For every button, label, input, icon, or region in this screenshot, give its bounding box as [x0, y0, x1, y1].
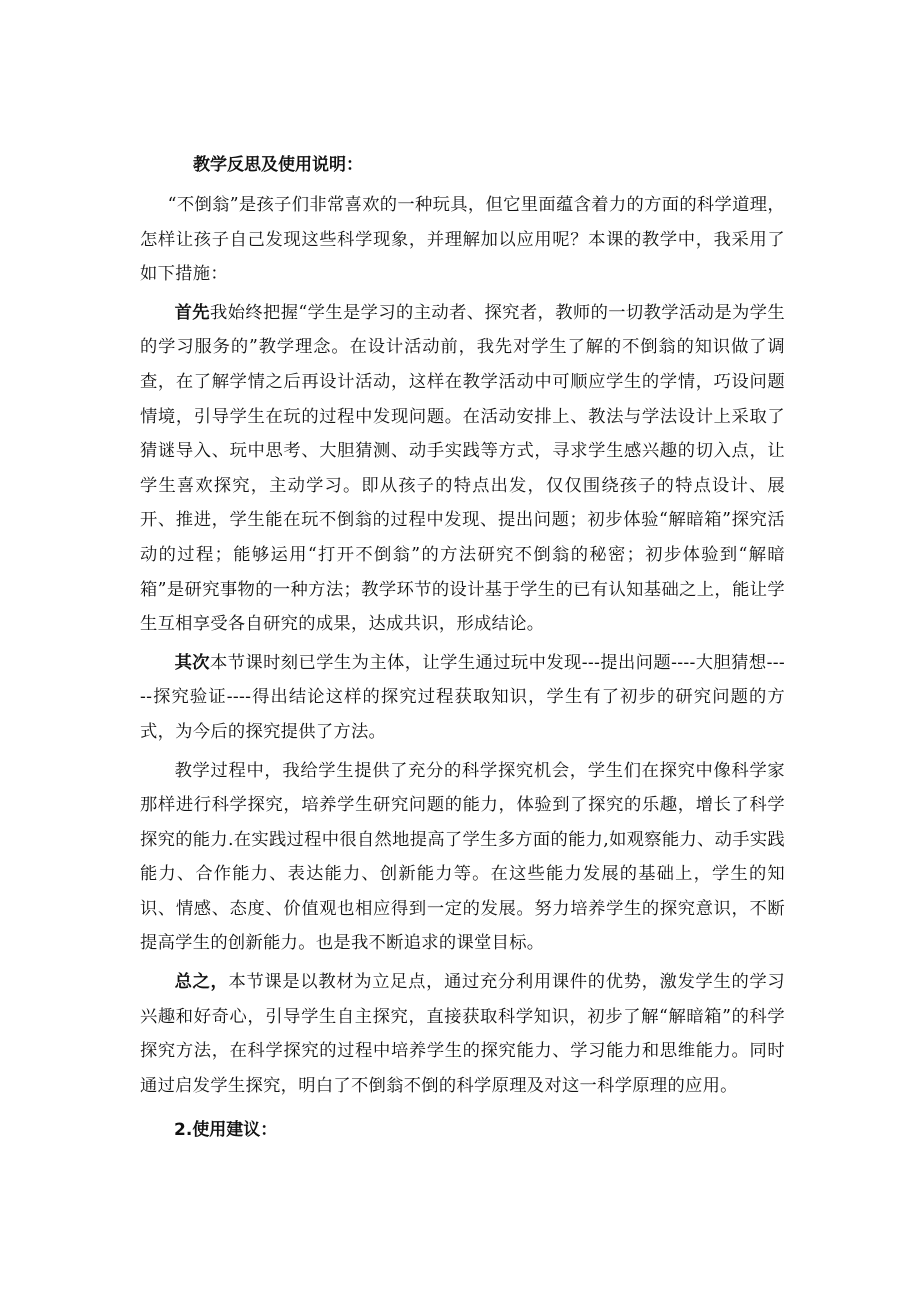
paragraph-text: “不倒翁”是孩子们非常喜欢的一种玩具，但它里面蕴含着力的方面的科学道理，怎样让孩子自己发现这些科学现象，并理解加以应用呢？本课的教学中，我采用了如下措施：	[140, 195, 785, 285]
paragraph-summary	[140, 965, 785, 1103]
section-heading: 教学反思及使用说明：	[193, 155, 363, 175]
paragraph-intro	[140, 188, 785, 292]
paragraph-process	[140, 754, 785, 962]
paragraph-text: 我始终把握“学生是学习的主动者、探究者，教师的一切教学活动是为学生的学习服务的”教学理念。在设计活动前，我先对学生了解的不倒翁的知识做了调查，在了解学情之后再设计活动，这样在教学活动中可顺应学生的学情，巧设问题情境，引导学生在玩的过程中发现问题。在活动安排上、教法与学法设计上采取了猜谜导入、玩中思考、大胆猜测、动手实践等方式，寻求学生感兴趣的切入点，让学生喜欢探究，主动学习。即从孩子的特点出发，仅仅围绕孩子的特点设计、展开、推进，学生能在玩不倒翁的过程中发现、提出问题；初步体验“解暗箱”探究活动的过程；能够运用“打开不倒翁”的方法研究不倒翁的秘密；初步体验到“解暗箱”是研究事物的一种方法；教学环节的设计基于学生的已有认知基础之上，能让学生互相享受各自研究的成果，达成共识，形成结论。	[140, 302, 785, 635]
paragraph-lead: 总之，	[174, 972, 229, 993]
paragraph-second	[140, 646, 785, 750]
paragraph-text: 教学过程中，我给学生提供了充分的科学探究机会，学生们在探究中像科学家那样进行科学探究，培养学生研究问题的能力，体验到了探究的乐趣，增长了科学探究的能力.在实践过程中很自然地提高了学生多方面的能力,如观察能力、动手实践能力、合作能力、表达能力、创新能力等。在这些能力发展的基础上，学生的知识、情感、态度、价值观也相应得到一定的发展。努力培养学生的探究意识，不断提高学生的创新能力。也是我不断追求的课堂目标。	[140, 760, 785, 954]
document-page	[140, 148, 785, 1147]
suggestion-heading: 2.使用建议：	[174, 1120, 278, 1141]
paragraph-text: 本节课是以教材为立足点，通过充分利用课件的优势，激发学生的学习兴趣和好奇心，引导学生自主探究，直接获取科学知识，初步了解“解暗箱”的科学探究方法，在科学探究的过程中培养学生的探究能力、学习能力和思维能力。同时通过启发学生探究，明白了不倒翁不倒的科学原理及对这一科学原理的应用。	[140, 972, 785, 1096]
paragraph-lead: 其次	[174, 652, 210, 673]
paragraph-text: 本节课时刻已学生为主体，让学生通过玩中发现---提出问题----大胆猜想-----探究验证----得出结论这样的探究过程获取知识，学生有了初步的研究问题的方式，为今后的探究提供了方法。	[140, 652, 785, 742]
paragraph-first	[140, 296, 785, 642]
paragraph-lead: 首先	[174, 302, 210, 323]
